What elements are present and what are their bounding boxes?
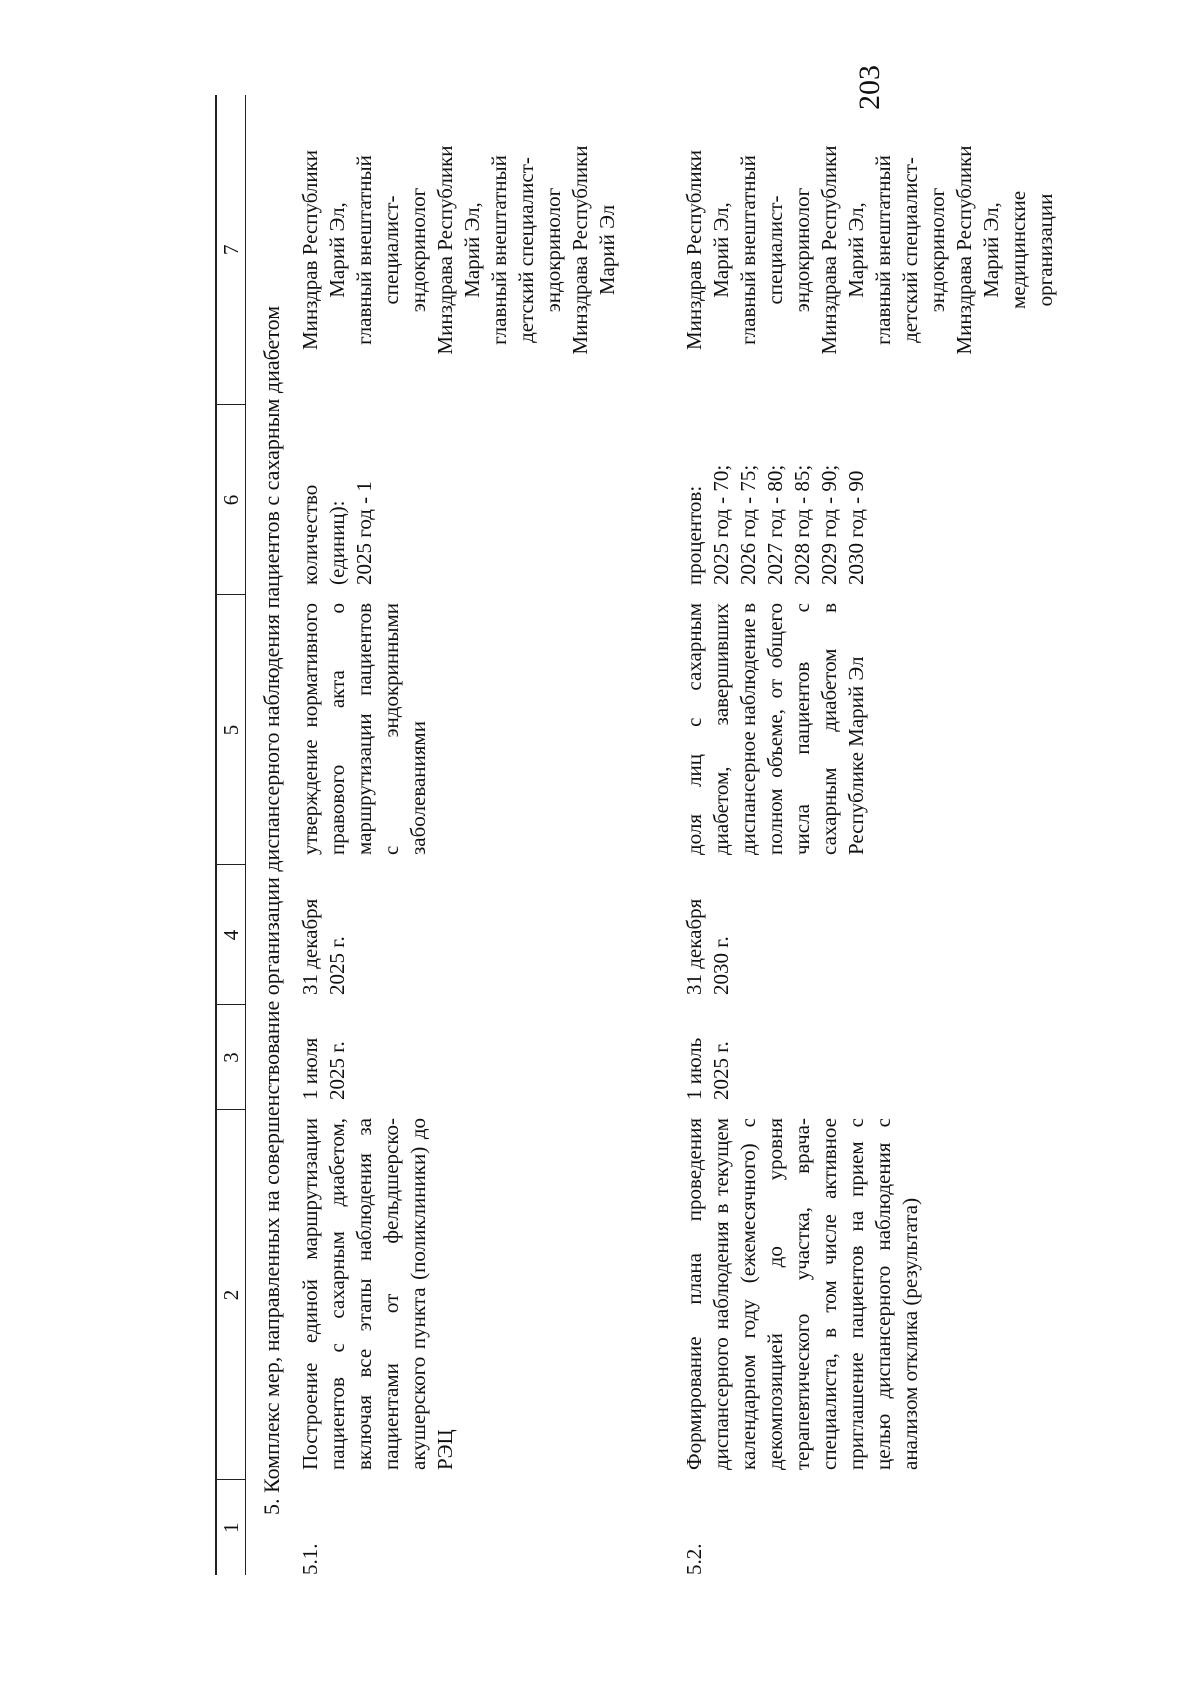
end-date-cell: 31 декабря 2030 г.	[682, 898, 733, 995]
responsible-line: эндокринолог	[790, 187, 814, 313]
responsible-line: Марий Эл,	[979, 202, 1003, 298]
indicator-line: 2030 год - 90	[844, 470, 868, 585]
responsible-line: главный внештатный	[352, 155, 376, 345]
responsible-line: Минздрав Республики	[682, 149, 706, 351]
responsible-line: главный внештатный	[871, 155, 895, 345]
indicator-line: (единиц):	[325, 500, 349, 585]
column-header-5: 5	[216, 595, 246, 865]
responsible-line: эндокринолог	[406, 187, 430, 313]
responsible-line: Марий Эл,	[709, 202, 733, 298]
table-row	[681, 95, 1059, 1575]
indicator-line: 2027 год - 80;	[763, 464, 787, 585]
column-header-6: 6	[216, 405, 246, 595]
indicator-line: процентов:	[682, 485, 706, 585]
responsible-line: Марий Эл,	[325, 202, 349, 298]
row-spacer	[621, 95, 681, 1575]
table-row	[297, 95, 621, 1575]
end-date-cell: 31 декабря 2025 г.	[298, 898, 349, 995]
indicator-cell	[681, 405, 1059, 595]
indicator-cell	[297, 405, 621, 595]
responsible-line: главный внештатный	[487, 155, 511, 345]
responsible-line: медицинские	[1006, 190, 1030, 310]
responsible-line: Марий Эл,	[844, 202, 868, 298]
responsible-line: эндокринолог	[541, 187, 565, 313]
result-cell: доля лиц с сахарным диабетом, завершивших диспансерное наблюдение в полном объеме, от общего числа пациентов с сахарным диабетом в Республике Марий Эл	[682, 603, 868, 855]
document-sheet	[215, 95, 1057, 1575]
responsible-line: организации	[1033, 193, 1057, 307]
responsible-line: Минздрав Республики	[298, 149, 322, 351]
start-date-cell: 1 июля 2025 г.	[298, 1037, 349, 1100]
responsible-line: Минздрава Республики	[433, 145, 457, 355]
section-row	[246, 95, 298, 1575]
responsible-line: детский специалист-	[514, 157, 538, 343]
responsible-line: специалист-	[763, 195, 787, 305]
responsible-line: Минздрава Республики	[952, 145, 976, 355]
indicator-line: 2028 год - 85;	[790, 464, 814, 585]
responsible-line: Марий Эл	[595, 204, 619, 296]
responsible-line: Марий Эл,	[460, 202, 484, 298]
column-header-3: 3	[216, 1005, 246, 1110]
indicator-line: 2029 год - 90;	[817, 464, 841, 585]
measures-table	[215, 95, 1059, 1575]
responsible-line: детский специалист-	[898, 157, 922, 343]
responsible-line: Минздрава Республики	[817, 145, 841, 355]
responsible-line: специалист-	[379, 195, 403, 305]
indicator-line: 2025 год - 70;	[709, 464, 733, 585]
start-date-cell: 1 июль 2025 г.	[682, 1037, 733, 1100]
measure-cell: Построение единой маршрутизации пациентов с сахарным диабетом, включая все этапы наблюдения за пациентами от фельдшерско-акушерского пункта (поликлиники) до РЭЦ	[298, 1118, 457, 1470]
responsible-line: главный внештатный	[736, 155, 760, 345]
responsible-line: эндокринолог	[925, 187, 949, 313]
page-number: 203	[853, 65, 886, 110]
indicator-line: количество	[298, 484, 322, 585]
column-header-4: 4	[216, 865, 246, 1005]
responsible-line: Минздрава Республики	[568, 145, 592, 355]
indicator-line: 2026 год - 75;	[736, 464, 760, 585]
column-number-header-row	[216, 95, 246, 1575]
section-title: 5. Комплекс мер, направленных на совершенствование организации диспансерного наблюдения пациентов с сахарным диабетом	[259, 305, 284, 1515]
column-header-1: 1	[216, 1480, 246, 1575]
indicator-line: 2025 год - 1	[352, 481, 376, 585]
responsible-cell	[681, 95, 1059, 405]
row-number: 5.2.	[682, 1543, 706, 1575]
row-number: 5.1.	[298, 1543, 322, 1575]
column-header-7: 7	[216, 95, 246, 405]
responsible-cell	[297, 95, 621, 405]
column-header-2: 2	[216, 1110, 246, 1480]
result-cell: утверждение нормативного правового акта о маршрутизации пациентов с эндокринными заболеваниями	[298, 603, 430, 855]
measure-cell: Формирование плана проведения диспансерного наблюдения в текущем календарном году (ежемесячного) с декомпозицией до уровня терапевтического участка, врача-специалиста, в том числе активное приглашение пациентов на прием с целью диспансерного наблюдения с анализом отклика (результата)	[682, 1118, 922, 1470]
